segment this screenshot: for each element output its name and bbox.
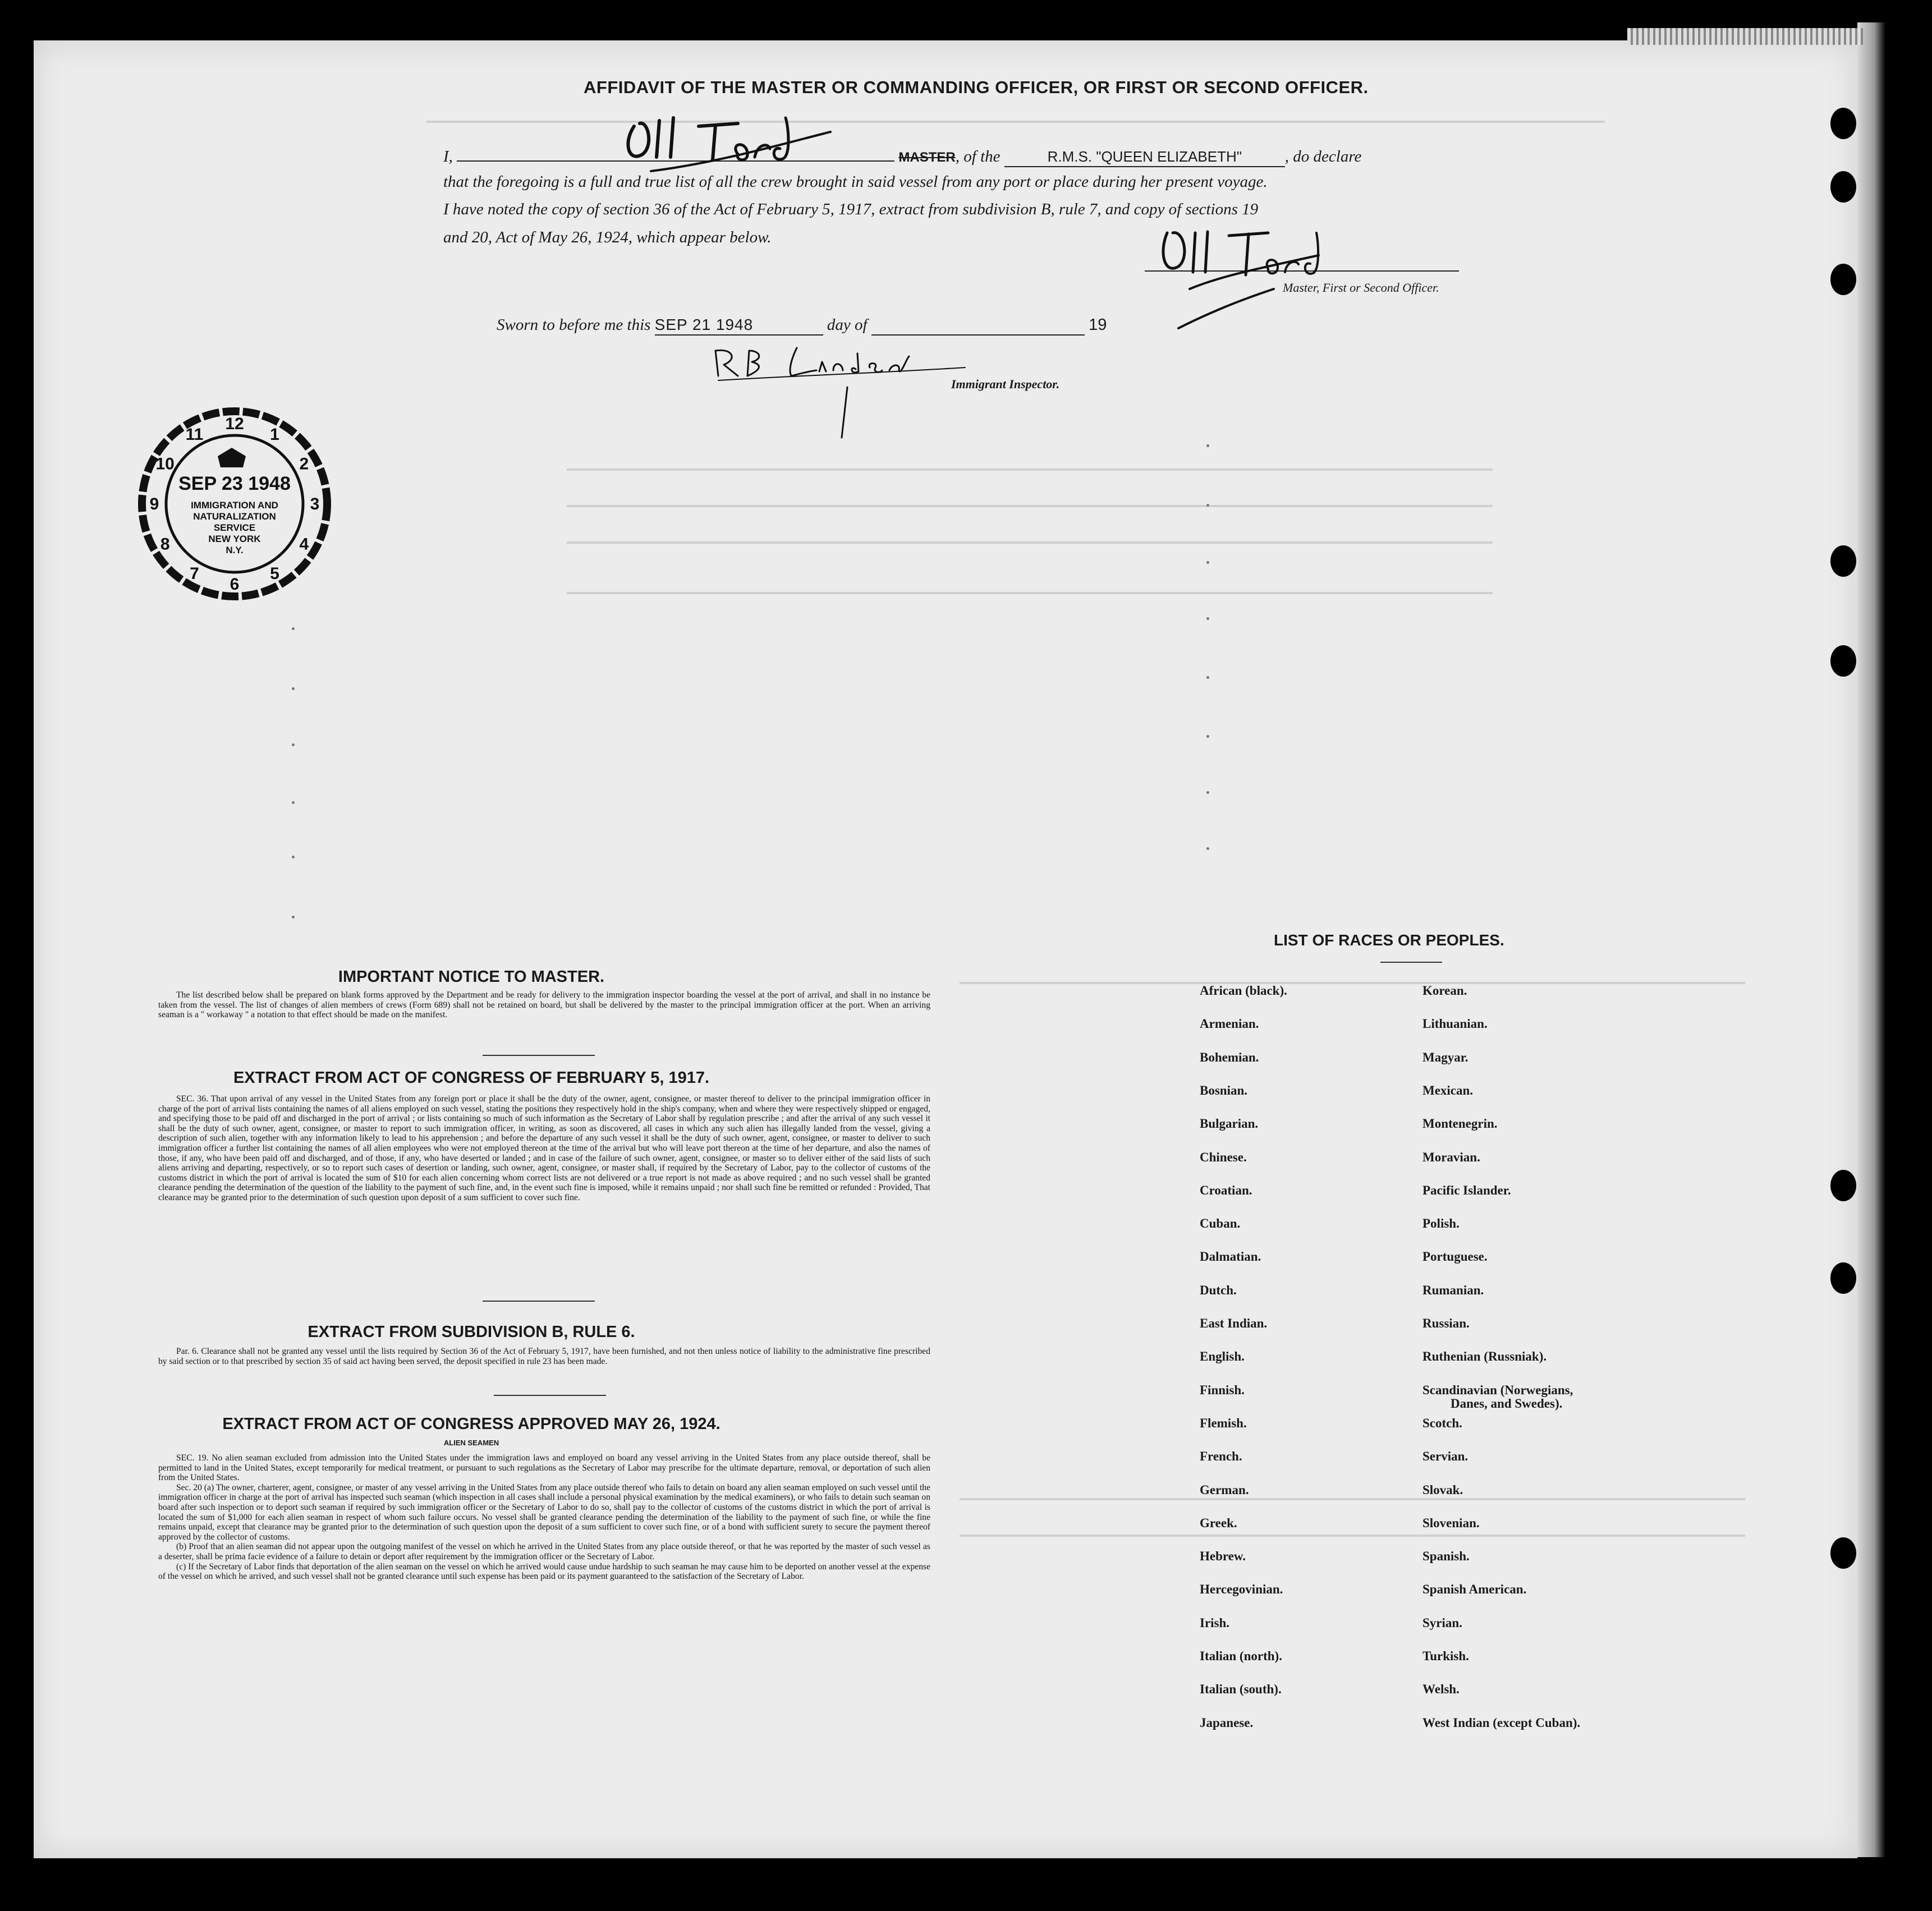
sec19-text: SEC. 19. No alien seaman excluded from admission into the United States under the immigration laws and employed on board any vessel arriving in the United States from any place outside thereof, shall be permitted to land in the United States, except temporarily for medical treatment, or pursuant to such regulations as the Secretary of Labor may prescribe for the ultimate departure, removal, or deportation of such alien from the United States. xyxy=(158,1453,930,1483)
scandinavian-continuation: Danes, and Swedes). xyxy=(1451,1396,1563,1411)
stamp-hour: 4 xyxy=(299,535,309,554)
stamp-hour: 8 xyxy=(160,535,170,554)
race-item-left: Cuban. xyxy=(1200,1216,1241,1231)
stamp-hour: 12 xyxy=(225,415,244,433)
punch-hole xyxy=(1830,264,1856,295)
extract-1924-body xyxy=(158,1453,930,1582)
punch-hole xyxy=(1830,108,1856,139)
extract-1924-title: EXTRACT FROM ACT OF CONGRESS APPROVED MAY 26, 1924. xyxy=(222,1415,721,1433)
race-item-right: Polish. xyxy=(1422,1216,1460,1231)
race-item-right: Mexican. xyxy=(1422,1083,1474,1097)
punch-hole xyxy=(1830,1537,1856,1569)
race-item-right: Pacific Islander. xyxy=(1422,1183,1511,1197)
affidavit-title: AFFIDAVIT OF THE MASTER OR COMMANDING OFFICER, OR FIRST OR SECOND OFFICER. xyxy=(584,77,1369,97)
declare-label: , do declare xyxy=(1284,148,1362,166)
race-item-left: Bosnian. xyxy=(1200,1083,1248,1097)
bleed-through xyxy=(960,1535,1745,1537)
bleed-through xyxy=(960,1498,1745,1500)
vessel-field xyxy=(1004,148,1285,167)
race-item-right: Montenegrin. xyxy=(1422,1117,1498,1131)
bleed-through xyxy=(567,468,1493,471)
race-item-left: Hercegovinian. xyxy=(1200,1582,1283,1597)
sec20c-text: (c) If the Secretary of Labor finds that deportation of the alien seaman on the vessel on which he arrived would cause undue hardship to such seaman he may cause him to be deported on another vessel at the expense of the vessel on which he arrived, and such vessel shall not be granted clearance until such expense has been paid or its payment guaranteed to the satisfaction of the Secretary of Labor. xyxy=(158,1561,930,1582)
stamp-line-5: N.Y. xyxy=(226,545,244,555)
punch-hole xyxy=(1830,645,1856,677)
officer-caption: Master, First or Second Officer. xyxy=(1283,281,1439,295)
race-item-left: Greek. xyxy=(1200,1515,1237,1530)
race-item-left: French. xyxy=(1200,1449,1242,1464)
bleed-through xyxy=(960,982,1745,984)
extract-rule6-body xyxy=(158,1347,930,1366)
of-the-label: , of the xyxy=(955,148,1001,166)
race-item-left: Italian (north). xyxy=(1200,1649,1282,1663)
punch-hole xyxy=(1830,171,1856,203)
extract-rule6-title: EXTRACT FROM SUBDIVISION B, RULE 6. xyxy=(308,1323,635,1341)
race-item-left: Italian (south). xyxy=(1200,1682,1282,1697)
race-item-right: Turkish. xyxy=(1422,1649,1469,1663)
punch-hole xyxy=(1830,1262,1856,1294)
race-item-left: Croatian. xyxy=(1200,1183,1252,1197)
stamp-hour: 3 xyxy=(310,495,320,513)
sworn-date: SEP 21 1948 xyxy=(654,316,754,333)
notice-title: IMPORTANT NOTICE TO MASTER. xyxy=(338,968,605,986)
sec20b-text: (b) Proof that an alien seaman did not appear upon the outgoing manifest of the vessel on which he arrived in the United States from any place outside thereof, or that he was reported by the master of such vessel as a deserter, shall be prima facie evidence of a failure to detain or deport after requirement by the immigration officer or the Secretary of Labor. xyxy=(158,1542,930,1561)
affidavit-line-3: I have noted the copy of section 36 of the Act of February 5, 1917, extract from subdivision B, rule 7, and copy of sections 19 xyxy=(443,200,1259,218)
stamp-line-4: NEW YORK xyxy=(208,534,261,544)
document-sheet xyxy=(34,40,1857,1858)
stamp-date: SEP 23 1948 xyxy=(178,473,291,494)
race-item-right: Slovak. xyxy=(1422,1482,1463,1497)
punch-hole xyxy=(1830,1170,1856,1201)
race-item-right: Moravian. xyxy=(1422,1150,1480,1164)
stamp-hour: 5 xyxy=(270,564,279,583)
race-item-right: Ruthenian (Russniak). xyxy=(1422,1349,1547,1364)
stamp-line-2: NATURALIZATION xyxy=(193,511,276,522)
race-item-right: Servian. xyxy=(1422,1449,1468,1464)
race-item-right: Spanish. xyxy=(1422,1549,1470,1564)
race-item-left: Chinese. xyxy=(1200,1150,1247,1164)
notice-text: The list described below shall be prepared on blank forms approved by the Department and be ready for delivery to the immigration inspector boarding the vessel at the port of arrival, and shall in no instance be taken from the vessel. The list of changes of alien members of crews (Form 689) shall not be retained on board, but shall be delivered by the master to the principal immigration officer at the port. When an arriving seaman is a " workaway " a notation to that effect should be made on the manifest. xyxy=(158,990,930,1020)
bleed-through xyxy=(567,541,1493,544)
punch-hole xyxy=(1830,545,1856,577)
stamp-hour: 1 xyxy=(270,425,279,444)
races-title: LIST OF RACES OR PEOPLES. xyxy=(1274,931,1504,949)
race-item-right: Magyar. xyxy=(1422,1050,1468,1064)
stamp-hour: 10 xyxy=(155,454,175,474)
affidavit-line-2: that the foregoing is a full and true list of all the crew brought in said vessel from any port or place during her present voyage. xyxy=(443,173,1268,191)
inspector-caption: Immigrant Inspector. xyxy=(951,377,1060,391)
inspector-signature xyxy=(707,337,1021,449)
sec20a-text: Sec. 20 (a) The owner, charterer, agent, consignee, or master of any vessel arriving in the United States from any place outside thereof who fails to detain on board any alien seaman employed on such vessel until the immigration officer in charge at the port of arrival has inspected such seaman (which inspection in all cases shall include a personal physical examination by the medical examiners), or who fails to detain such seaman on board after such inspection or to deport such seaman if required by such immigration officer or the Secretary of Labor to do so, shall pay to the collector of customs of the customs district in which the port of arrival is located the sum of $1,000 for each alien seaman in respect of whom such failure occurs. No vessel shall be granted clearance pending the determination of the liability to the payment of such fine, or while the fine remains unpaid, except that clearance may be granted prior to the determination of such question upon the deposit of a sum sufficient to cover such fine, or of a bond with sufficient surety to secure the payment thereof approved by the collector of customs. xyxy=(158,1482,930,1542)
stamp-hour: 2 xyxy=(299,454,309,474)
race-item-left: Japanese. xyxy=(1200,1715,1254,1730)
race-item-left: Irish. xyxy=(1200,1615,1230,1630)
bleed-through xyxy=(567,505,1493,507)
race-item-left: Flemish. xyxy=(1200,1416,1247,1430)
affidavit-line-1 xyxy=(443,146,1361,167)
race-item-left: Bulgarian. xyxy=(1200,1117,1259,1131)
master-label: MASTER xyxy=(898,150,956,165)
race-item-left: Finnish. xyxy=(1200,1382,1245,1397)
race-item-left: Armenian. xyxy=(1200,1017,1259,1031)
race-item-right: West Indian (except Cuban). xyxy=(1422,1715,1581,1730)
alien-seamen-subtitle: ALIEN SEAMEN xyxy=(443,1439,499,1447)
race-item-right: Russian. xyxy=(1422,1316,1470,1330)
extract-1917-title: EXTRACT FROM ACT OF CONGRESS OF FEBRUARY 5, 1917. xyxy=(233,1069,710,1087)
affidavit-line-4: and 20, Act of May 26, 1924, which appear below. xyxy=(443,228,772,246)
race-item-left: Bohemian. xyxy=(1200,1050,1259,1064)
race-item-left: Dutch. xyxy=(1200,1283,1237,1297)
sec36-text: SEC. 36. That upon arrival of any vessel in the United States from any foreign port or place it shall be the duty of the owner, agent, consignee, or master thereof to deliver to the principal immigration officer in charge of the port of arrival lists containing the names of all aliens employed on such vessel, stating the positions they respectively hold in the ship's company, when and where they were respectively shipped or engaged, and specifying those to be paid off and discharged in the port of arrival ; or lists containing so much of such information as the Secretary of Labor shall by regulation prescribe ; and after the arrival of any such vessel it shall be the duty of such owner, agent, consignee, or master to report to such immigration officer, in writing, as soon as discovered, all cases in which any such alien has illegally landed from the vessel, giving a description of such alien, together with any information likely to lead to his apprehension ; and before the departure of any such vessel it shall be the duty of such owner, agent, consignee, or master to deliver to such immigration officer a further list containing the names of all alien employees who were not employed thereon at the time of the arrival but who will leave port thereon at the time of her departure, and also the names of those, if any, who have been paid off and discharged, and of those, if any, who have deserted or landed ; and in case of the failure of such owner, agent, consignee, or master so to deliver either of the said lists of such aliens arriving and departing, respectively, or so to report such cases of desertion or landing, such owner, agent, consignee, or master shall, if required by the Secretary of Labor, pay to the collector of customs of the customs district in which the port of arrival is located the sum of $10 for each alien concerning whom correct lists are not delivered or a true report is not made as above required ; and no such vessel shall be granted clearance pending the determination of the question of the liability to the payment of such fine, and, in the event such fine is imposed, while it remains unpaid ; nor shall such fine be remitted or refunded : Provided, That clearance may be granted prior to the determination of such question upon deposit of a sum sufficient to cover such fine. xyxy=(158,1094,930,1202)
officer-signature xyxy=(1156,222,1336,334)
sworn-line xyxy=(497,316,1107,336)
day-of-label: day of xyxy=(827,316,868,334)
sworn-prefix: Sworn to before me this xyxy=(497,316,651,334)
bleed-through xyxy=(567,592,1493,594)
race-item-right: Lithuanian. xyxy=(1422,1017,1488,1031)
race-item-left: Dalmatian. xyxy=(1200,1250,1261,1264)
race-item-right: Spanish American. xyxy=(1422,1582,1527,1597)
race-item-right: Scotch. xyxy=(1422,1416,1462,1430)
stamp-line-1: IMMIGRATION AND xyxy=(191,500,278,511)
stamp-hour: 6 xyxy=(230,575,240,594)
race-item-left: German. xyxy=(1200,1482,1249,1497)
stamp-hour: 7 xyxy=(190,564,199,583)
bleed-through xyxy=(426,121,1605,123)
par6-text: Par. 6. Clearance shall not be granted any vessel until the lists required by Section 36 of the Act of February 5, 1917, have been furnished, and not then unless notice of liability to the administrative fine prescribed by said section or to that prescribed by section 35 of said act having been served, the deposit specified in rule 23 has been made. xyxy=(158,1347,930,1366)
stamp-hour: 9 xyxy=(149,495,159,513)
race-item-left: Hebrew. xyxy=(1200,1549,1246,1564)
immigration-stamp xyxy=(134,403,336,605)
race-item-right: Scandinavian (Norwegians, xyxy=(1422,1382,1573,1397)
stamp-hour: 11 xyxy=(185,425,204,444)
month-field xyxy=(871,316,1085,336)
race-item-right: Slovenian. xyxy=(1422,1515,1480,1530)
eagle-emblem xyxy=(218,448,246,467)
race-item-right: Korean. xyxy=(1422,984,1467,998)
year-prefix: 19 xyxy=(1089,316,1107,334)
page-edge xyxy=(1857,22,1885,1857)
race-item-right: Portuguese. xyxy=(1422,1250,1488,1264)
vessel-name: R.M.S. "QUEEN ELIZABETH" xyxy=(1047,148,1242,165)
page-edge-top xyxy=(1627,28,1863,45)
race-item-left: East Indian. xyxy=(1200,1316,1268,1330)
notice-body xyxy=(158,990,930,1020)
extract-1917-body xyxy=(158,1094,930,1203)
race-item-left: African (black). xyxy=(1200,984,1287,998)
i-label: I, xyxy=(443,148,453,166)
stamp-line-3: SERVICE xyxy=(213,522,256,533)
master-signature-top xyxy=(617,109,842,182)
race-item-left: English. xyxy=(1200,1349,1245,1364)
sworn-date-field xyxy=(655,316,823,336)
race-item-right: Welsh. xyxy=(1422,1682,1460,1697)
race-item-right: Syrian. xyxy=(1422,1615,1462,1630)
race-item-right: Rumanian. xyxy=(1422,1283,1484,1297)
